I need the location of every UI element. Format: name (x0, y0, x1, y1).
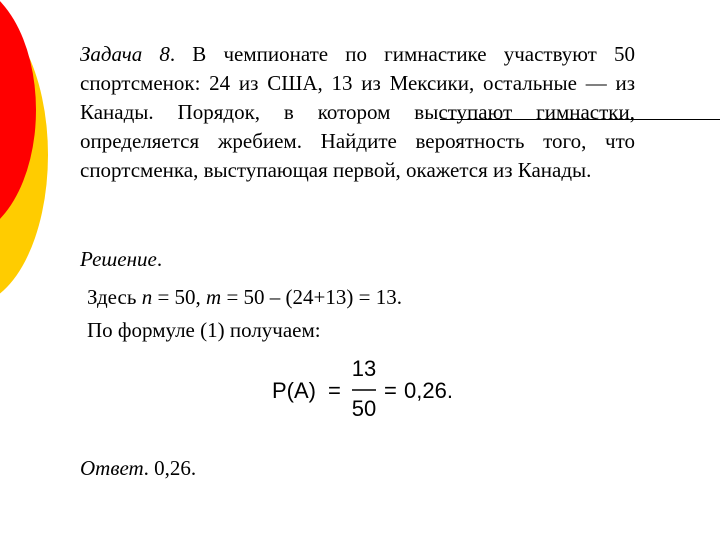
answer-line (80, 456, 196, 481)
task-paragraph (80, 40, 635, 185)
formula-result: 0,26. (404, 378, 453, 403)
formula-equals-2: = (384, 378, 397, 403)
n-variable: n (141, 285, 153, 309)
n-equation: = 50, (152, 285, 207, 309)
solution-line-1 (87, 285, 402, 310)
solution-title (80, 247, 162, 272)
solution-line-2: По формуле (1) получаем: (87, 318, 321, 342)
m-equation: = 50 – (24+13) = 13. (221, 285, 402, 309)
formula-lhs: P(A) (272, 378, 316, 403)
formula-denominator: 50 (351, 396, 377, 421)
line1-prefix: Здесь (87, 285, 142, 309)
formula-equals-1: = (328, 378, 341, 403)
decorative-circles (0, 0, 80, 320)
m-variable: m (206, 285, 222, 309)
task-label: Задача 8 (80, 42, 170, 66)
task-text: В чемпионате по гимнастике участвуют 50 спортсменок: 24 из США, 13 из Мексики, остальные — из Канады. Порядок, в котором выступают гимнастки, определяется жребием. Найдите вероятность того, что спортсменка, выступающая первой, окажется из Канады. (80, 42, 635, 182)
formula-numerator: 13 (351, 356, 377, 381)
probability-formula (272, 352, 462, 428)
answer-value: . 0,26. (143, 456, 197, 480)
solution-title-text: Решение (80, 247, 157, 271)
answer-label: Ответ (80, 456, 144, 480)
solution-title-period: . (156, 247, 163, 271)
task-label-period: . (169, 42, 176, 66)
